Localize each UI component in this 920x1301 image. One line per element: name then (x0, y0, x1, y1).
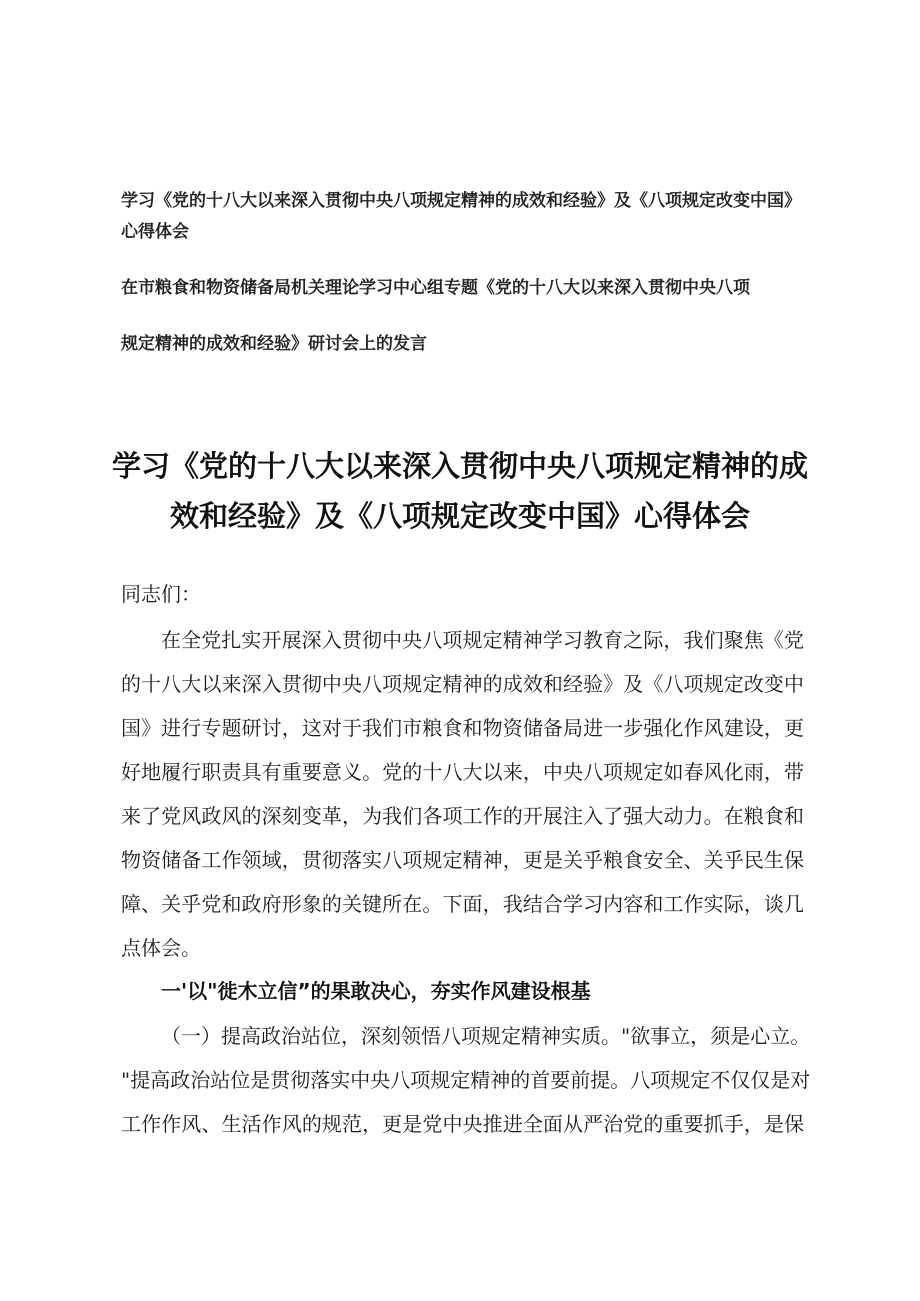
intro-line-3: 国》进行专题研讨，这对于我们市粮食和物资储备局进一步强化作风建设，更 (121, 716, 804, 740)
section-1-line-1: （一）提高政治站位，深刻领悟八项规定精神实质。"欲事立，须是心立。 (161, 1024, 811, 1048)
intro-line-6: 物资储备工作领域，贯彻落实八项规定精神，更是关乎粮食安全、关乎民生保 (121, 848, 804, 872)
title-line-2: 效和经验》及《八项规定改变中国》心得体会 (169, 499, 750, 533)
header-line-2: 心得体会 (121, 222, 189, 242)
intro-line-7: 障、关乎党和政府形象的关键所在。下面，我结合学习内容和工作实际，谈几 (121, 892, 804, 916)
title-line-1: 学习《党的十八大以来深入贯彻中央八项规定精神的成 (111, 449, 808, 483)
section-1-line-2: "提高政治站位是贯彻落实中央八项规定精神的首要前提。八项规定不仅仅是对 (121, 1068, 811, 1092)
section-1-line-3: 工作作风、生活作风的规范，更是党中央推进全面从严治党的重要抓手，是保 (121, 1112, 804, 1136)
section-1-heading: 一'以"徙木立信”的果敢决心，夯实作风建设根基 (161, 979, 591, 1003)
intro-line-4: 好地履行职责具有重要意义。党的十八大以来，中央八项规定如春风化雨，带 (121, 760, 804, 784)
intro-line-2: 的十八大以来深入贯彻中央八项规定精神的成效和经验》及《八项规定改变中 (121, 672, 804, 696)
header-line-3: 在市粮食和物资储备局机关理论学习中心组专题《党的十八大以来深入贯彻中央八项 (121, 278, 750, 298)
header-line-1: 学习《党的十八大以来深入贯彻中央八项规定精神的成效和经验》及《八项规定改变中国》 (121, 191, 801, 211)
salutation: 同志们： (121, 582, 201, 606)
intro-line-1: 在全党扎实开展深入贯彻中央八项规定精神学习教育之际，我们聚焦《党 (161, 628, 804, 652)
header-line-4: 规定精神的成效和经验》研讨会上的发言 (121, 334, 427, 354)
intro-line-5: 来了党风政风的深刻变革，为我们各项工作的开展注入了强大动力。在粮食和 (121, 804, 804, 828)
intro-line-8: 点体会。 (121, 936, 201, 960)
